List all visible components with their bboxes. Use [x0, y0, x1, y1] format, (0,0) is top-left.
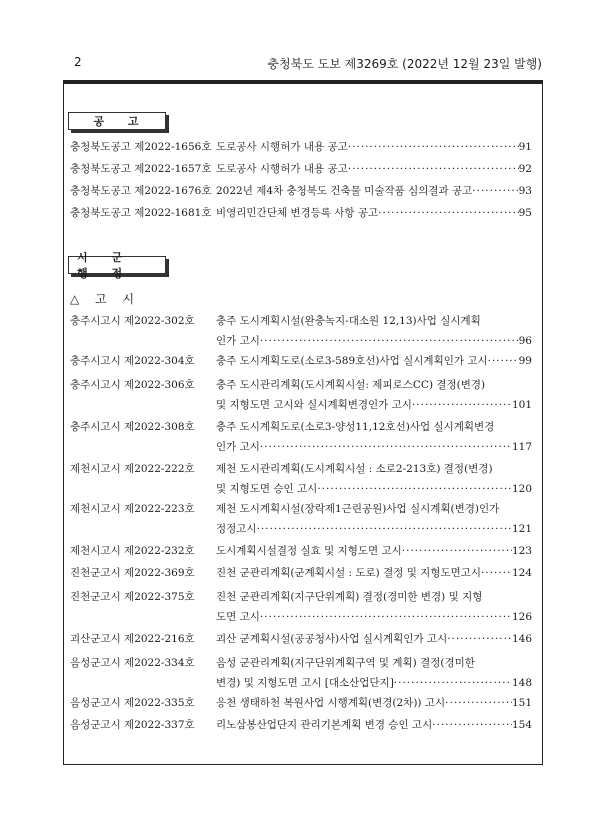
announcement-entry	[70, 590, 532, 604]
entry-title: 진천 군관리계획(지구단위계획) 결정(경미한 변경) 및 지형	[216, 591, 483, 603]
announcement-continuation	[216, 334, 532, 348]
announcement-entry	[70, 420, 532, 434]
leader-dots	[488, 354, 519, 368]
entry-title: 및 지형도면 승인 고시	[216, 483, 318, 495]
announcement-entry	[70, 566, 532, 580]
entry-title: 인가 고시	[216, 441, 260, 453]
page-ref: 123	[511, 545, 532, 557]
page-header	[68, 55, 542, 75]
notice-entry	[70, 162, 532, 176]
notice-entry	[70, 140, 532, 154]
page-ref: 154	[511, 719, 532, 731]
entry-title: 충주 도시계획시설(완충녹지-대소원 12,13)사업 실시계획	[216, 315, 481, 327]
announcement-entry	[70, 544, 532, 558]
announcement-number: 제천시고시 제2022-232호	[70, 545, 195, 557]
announcement-entry	[70, 718, 532, 732]
entry-title: 음성 군관리계획(지구단위계획구역 및 계획) 결정(경미한	[216, 657, 475, 669]
notice-number: 충청북도공고 제2022-1681호	[70, 207, 212, 219]
leader-dots	[445, 696, 512, 710]
gazette-title: 충청북도 도보 제3269호 (2022년 12월 23일 발행)	[267, 57, 542, 71]
leader-dots	[348, 162, 519, 176]
announcement-number: 충주시고시 제2022-308호	[70, 421, 195, 433]
announcement-number: 진천군고시 제2022-369호	[70, 567, 195, 579]
page-ref: 120	[511, 483, 532, 495]
announcement-number: 음성군고시 제2022-335호	[70, 697, 195, 709]
page-ref: 95	[518, 207, 532, 219]
announcement-entry	[70, 314, 532, 328]
entry-title: 충주 도시관리계획(도시계획시설: 제피로스CC) 결정(변경)	[216, 379, 486, 391]
page-ref: 151	[511, 697, 532, 709]
page-ref: 148	[511, 677, 532, 689]
announcement-continuation	[216, 482, 532, 496]
page-ref: 101	[511, 399, 532, 411]
entry-title: 도로공사 시행허가 내용 공고	[216, 141, 348, 153]
announcement-number: 제천시고시 제2022-222호	[70, 463, 195, 475]
announcement-number: 충주시고시 제2022-302호	[70, 315, 195, 327]
leader-dots	[394, 676, 512, 690]
announcement-continuation	[216, 440, 532, 454]
entry-title: 충주 도시계획도로(소로3-589호선)사업 실시계획인가 고시	[216, 355, 488, 367]
leader-dots	[257, 522, 512, 536]
announcement-entry	[70, 462, 532, 476]
entry-title: 도시계획시설결정 실효 및 지형도면 고시	[216, 545, 402, 557]
leader-dots	[432, 718, 512, 732]
announcement-number: 괴산군고시 제2022-216호	[70, 633, 195, 645]
announcement-continuation	[216, 522, 532, 536]
leader-dots	[317, 482, 512, 496]
entry-title: 비영리민간단체 변경등록 사항 공고	[216, 207, 379, 219]
announcement-number: 진천군고시 제2022-375호	[70, 591, 195, 603]
page-ref: 117	[511, 441, 532, 453]
notice-entry	[70, 184, 532, 198]
leader-dots	[402, 544, 512, 558]
leader-dots	[260, 440, 512, 454]
entry-title: 진천 군관리계획(군계획시설 : 도로) 결정 및 지형도면고시	[216, 567, 482, 579]
leader-dots	[481, 566, 512, 580]
announcement-entry	[70, 696, 532, 710]
announcement-entry	[70, 632, 532, 646]
entry-title: 제천 도시계획시설(장락제1근린공원)사업 실시계획(변경)인가	[216, 503, 500, 515]
entry-title: 응천 생태하천 복원사업 시행계획(변경(2차)) 고시	[216, 697, 446, 709]
announcement-number: 충주시고시 제2022-304호	[70, 355, 195, 367]
announcement-continuation	[216, 676, 532, 690]
entry-title: 정정고시	[216, 523, 257, 535]
notice-number: 충청북도공고 제2022-1657호	[70, 163, 212, 175]
entry-title: 괴산 군계획시설(공공청사)사업 실시계획인가 고시	[216, 633, 448, 645]
page-ref: 146	[511, 633, 532, 645]
entry-title: 충주 도시계획도로(소로3-양성11,12호선)사업 실시계획변경	[216, 421, 495, 433]
page-ref: 124	[511, 567, 532, 579]
page-ref: 126	[511, 611, 532, 623]
notice-entry	[70, 206, 532, 220]
page-ref: 99	[518, 355, 532, 367]
page-ref: 93	[518, 185, 532, 197]
page-ref: 96	[518, 335, 532, 347]
page-ref: 91	[518, 141, 532, 153]
leader-dots	[472, 184, 518, 198]
section-label-local: 시 군 행 정	[68, 256, 166, 274]
entry-title: 도면 고시	[216, 611, 260, 623]
announcement-entry	[70, 502, 532, 516]
leader-dots	[348, 140, 519, 154]
notice-number: 충청북도공고 제2022-1676호	[70, 185, 212, 197]
announcement-number: 음성군고시 제2022-334호	[70, 657, 195, 669]
announcement-entry	[70, 378, 532, 392]
entry-title: 변경) 및 지형도면 고시 [대소산업단지]	[216, 677, 394, 689]
entry-title: 리노삼봉산업단지 관리기본계획 변경 승인 고시	[216, 719, 433, 731]
entry-title: 도로공사 시행허가 내용 공고	[216, 163, 348, 175]
leader-dots	[412, 398, 512, 412]
entry-title: 인가 고시	[216, 335, 260, 347]
entry-title: 및 지형도면 고시와 실시계획변경인가 고시	[216, 399, 412, 411]
announcement-continuation	[216, 610, 532, 624]
frame-top-rule	[64, 81, 542, 84]
announcement-number: 음성군고시 제2022-337호	[70, 719, 195, 731]
entry-title: 제천 도시관리계획(도시계획시설 : 소로2-213호) 결정(변경)	[216, 463, 493, 475]
announcement-entry	[70, 354, 532, 368]
leader-dots	[378, 206, 518, 220]
page-number: 2	[74, 55, 82, 69]
leader-dots	[260, 610, 512, 624]
announcement-number: 충주시고시 제2022-306호	[70, 379, 195, 391]
announcement-continuation	[216, 398, 532, 412]
page-ref: 121	[511, 523, 532, 535]
leader-dots	[260, 334, 519, 348]
sub-label-announcements: △ 고 시	[70, 292, 141, 306]
leader-dots	[447, 632, 512, 646]
section-label-notice: 공 고	[68, 112, 166, 130]
page-ref: 92	[518, 163, 532, 175]
entry-title: 2022년 제4차 충청북도 건축물 미술작품 심의결과 공고	[216, 185, 473, 197]
notice-number: 충청북도공고 제2022-1656호	[70, 141, 212, 153]
announcement-entry	[70, 656, 532, 670]
announcement-number: 제천시고시 제2022-223호	[70, 503, 195, 515]
